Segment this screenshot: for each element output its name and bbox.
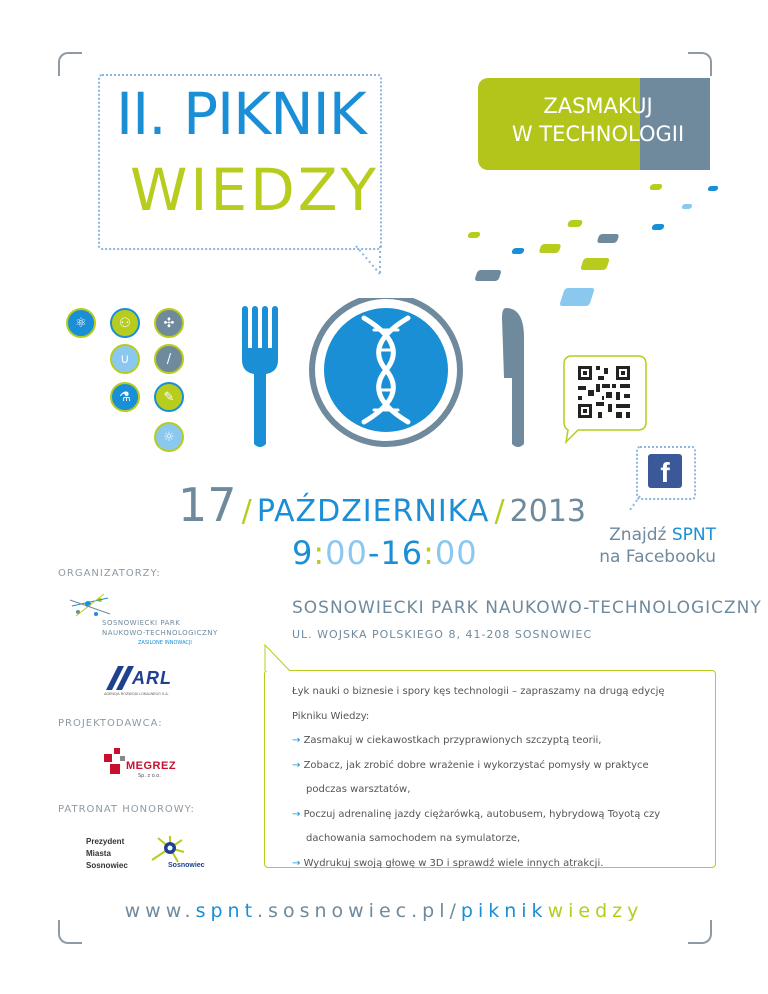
megrez-logo-text: MEGREZ [126, 760, 177, 772]
president-line1: Prezydent [86, 837, 125, 846]
spnt-logo-line2: NAUKOWO-TECHNOLOGICZNY [102, 629, 218, 637]
website-link[interactable] [0, 900, 768, 922]
frame-corner-top-right [688, 52, 712, 76]
info-item-text: Zobacz, jak zrobić dobre wrażenie i wykorzystać pomysły w praktyce [303, 759, 649, 771]
date-year: 2013 [509, 494, 587, 529]
megrez-logo-suffix: Sp. z o.o. [138, 773, 161, 779]
qr-code-icon [578, 366, 630, 418]
hours-start-minute: 00 [325, 534, 368, 572]
facebook-callout-line2: na Facebooku [599, 547, 716, 567]
hours-dash: - [367, 534, 381, 572]
url-prefix: www. [124, 900, 196, 922]
arrow-right-icon: → [292, 759, 301, 771]
spnt-logo-line1: SOSNOWIECKI PARK [102, 619, 181, 627]
hours-colon: : [423, 534, 435, 572]
flask-icon: ⚗ [110, 382, 140, 412]
plate-icon [312, 298, 460, 444]
hours-end-hour: 16 [380, 534, 424, 572]
fork-icon [242, 306, 278, 447]
slogan-line1: ZASMAKUJ [543, 94, 653, 118]
url-domain: spnt [195, 900, 258, 922]
arrow-right-icon: → [292, 808, 301, 820]
info-item-continued: dachowania samochodem na symulatorze, [306, 833, 521, 844]
dna-plate-illustration [228, 298, 548, 448]
president-text [86, 836, 128, 872]
atom-icon: ⚛ [66, 308, 96, 338]
arrow-right-icon: → [292, 857, 301, 869]
event-date [178, 478, 586, 532]
slogan-line2: W TECHNOLOGII [511, 122, 685, 146]
spnt-logo [68, 590, 258, 652]
date-separator: / [241, 494, 252, 529]
megrez-logo-icon [104, 748, 126, 776]
venue-address: UL. WOJSKA POLSKIEGO 8, 41-208 SOSNOWIEC [292, 628, 593, 641]
event-title-line2: WIEDZY [130, 156, 379, 224]
president-line3: Sosnowiec [86, 861, 128, 870]
facebook-callout-brand: SPNT [671, 525, 716, 545]
hours-end-minute: 00 [434, 534, 478, 572]
info-item [292, 852, 702, 877]
magnet-icon: ∪ [110, 344, 140, 374]
date-separator: / [494, 494, 505, 529]
url-path1: piknik [460, 900, 548, 922]
hours-colon: : [313, 534, 326, 572]
title-bubble-tail [354, 244, 384, 278]
facebook-bubble-tail [628, 494, 644, 514]
spnt-logo-icon [68, 590, 112, 620]
president-line2: Miasta [86, 849, 111, 858]
facebook-callout-prefix: Znajdź [609, 525, 672, 545]
designer-label: PROJEKTODAWCA: [58, 718, 163, 729]
network-icon: ✣ [154, 308, 184, 338]
date-day: 17 [178, 478, 237, 532]
hours-start-hour: 9 [292, 534, 314, 572]
frame-corner-bottom-left [58, 920, 82, 944]
venue-name: SOSNOWIECKI PARK NAUKOWO-TECHNOLOGICZNY [292, 598, 762, 618]
frame-corner-bottom-right [688, 920, 712, 944]
arrow-right-icon: → [292, 735, 301, 746]
info-text [292, 680, 702, 876]
date-month: PAŹDZIERNIKA [256, 494, 490, 529]
sosnowiec-logo-text: Sosnowiec [168, 862, 205, 869]
event-title-line1: II. PIKNIK [116, 80, 366, 148]
test-tube-icon: / [154, 344, 184, 374]
url-mid: .sosnowiec.pl/ [257, 900, 461, 922]
info-intro-line1: Łyk nauki o biznesie i spory kęs technologii – zapraszamy na drugą edycję [292, 686, 665, 697]
info-intro-line2: Pikniku Wiedzy: [292, 710, 370, 722]
info-item [292, 729, 702, 754]
info-item-text: Poczuj adrenalinę jazdy ciężarówką, autobusem, hybrydową Toyotą czy [303, 808, 661, 820]
arl-logo-tagline: AGENCJA ROZWOJU LOKALNEGO S.A. [104, 692, 169, 696]
megrez-logo [104, 748, 214, 782]
qr-code-bubble [562, 354, 648, 446]
info-item-text: Zasmakuj w ciekawostkach przyprawionych szczyptą teorii, [303, 735, 602, 746]
lightbulb-icon: ☼ [154, 422, 184, 452]
facebook-icon[interactable]: f [648, 454, 682, 488]
info-item [292, 754, 702, 779]
info-item-text: Wydrukuj swoją głowę w 3D i sprawdź wiele innych atrakcji. [303, 857, 604, 869]
facebook-callout[interactable] [586, 524, 716, 568]
info-item-continued: podczas warsztatów, [306, 784, 411, 795]
patronage-label: PATRONAT HONOROWY: [58, 804, 195, 815]
frame-corner-top-left [58, 52, 82, 76]
url-path2: wiedzy [547, 900, 644, 922]
info-box-tail [264, 644, 294, 672]
event-hours [292, 534, 478, 572]
info-item [292, 803, 702, 828]
organizers-label: ORGANIZATORZY: [58, 568, 161, 579]
arl-logo [104, 664, 196, 698]
molecule-icon: ⚇ [110, 308, 140, 338]
knife-icon [502, 308, 524, 447]
pipette-icon: ✎ [154, 382, 184, 412]
spnt-logo-tagline: ZASILONE INNOWACJI [138, 640, 192, 646]
slogan-text [498, 92, 698, 148]
arl-logo-text: ARL [132, 668, 172, 688]
